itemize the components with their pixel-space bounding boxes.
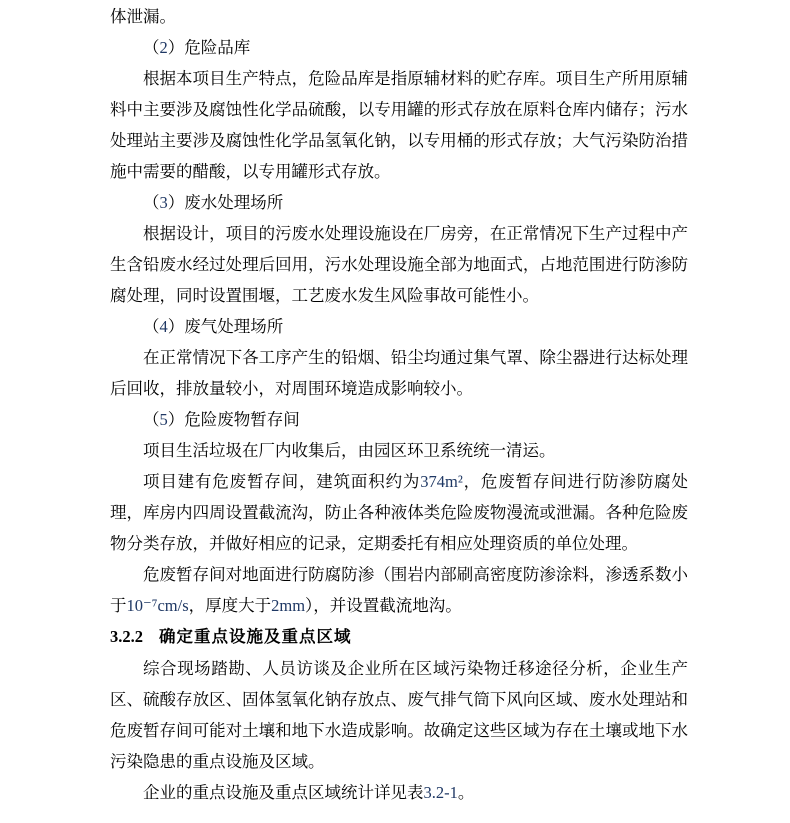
latin-value: 3 [159,193,168,212]
latin-value: 5 [159,410,168,429]
latin-value: 2mm [271,596,306,615]
numbered-item-label: （2）危险品库 [143,38,251,57]
paragraph-continuation: 体泄漏。 [110,7,176,26]
latin-value: 10⁻⁷cm/s [126,596,189,615]
numbered-item-label: （5）危险废物暂存间 [143,410,300,429]
section-heading-number: 3.2.2 [110,627,143,646]
paragraph: 在正常情况下各工序产生的铅烟、铅尘均通过集气罩、除尘器进行达标处理后回收，排放量较小，对周围环境造成影响较小。 [110,348,688,398]
numbered-item-label: （4）废气处理场所 [143,317,284,336]
paragraph: 综合现场踏勘、人员访谈及企业所在区域污染物迁移途径分析，企业生产区、硫酸存放区、固体氢氧化钠存放点、废气排气筒下风向区域、废水处理站和危废暂存间可能对土壤和地下水造成影响。故确定这些区域为存在土壤或地下水污染隐患的重点设施及区域。 [110,659,688,771]
section-heading [110,621,688,653]
paragraph: 企业的重点设施及重点区域统计详见表3.2-1。 [143,783,475,802]
paragraph: 项目生活垃圾在厂内收集后，由园区环卫系统统一清运。 [143,441,556,460]
latin-value: 2 [159,38,168,57]
latin-value: 3.2-1 [423,783,458,802]
numbered-item-label: （3）废水处理场所 [143,193,284,212]
section-heading-title: 确定重点设施及重点区域 [159,628,352,646]
paragraph: 根据设计，项目的污废水处理设施设在厂房旁，在正常情况下生产过程中产生含铅废水经过处理后回用，污水处理设施全部为地面式，占地范围进行防渗防腐处理，同时设置围堰，工艺废水发生风险事故可能性小。 [110,224,688,305]
paragraph: 项目建有危废暂存间，建筑面积约为374m²，危废暂存间进行防渗防腐处理，库房内四周设置截流沟，防止各种液体类危险废物漫流或泄漏。各种危险废物分类存放，并做好相应的记录，定期委托有相应处理资质的单位处理。 [110,472,689,553]
document-body [110,1,688,808]
paragraph: 危废暂存间对地面进行防腐防渗（围岩内部刷高密度防渗涂料，渗透系数小于10⁻⁷cm/s，厚度大于2mm），并设置截流地沟。 [110,565,688,615]
paragraph: 根据本项目生产特点，危险品库是指原辅材料的贮存库。项目生产所用原辅料中主要涉及腐蚀性化学品硫酸，以专用罐的形式存放在原料仓库内储存；污水处理站主要涉及腐蚀性化学品氢氧化钠，以专用桶的形式存放；大气污染防治措施中需要的醋酸，以专用罐形式存放。 [110,69,688,181]
latin-value: 374m² [420,472,463,491]
latin-value: 4 [159,317,168,336]
